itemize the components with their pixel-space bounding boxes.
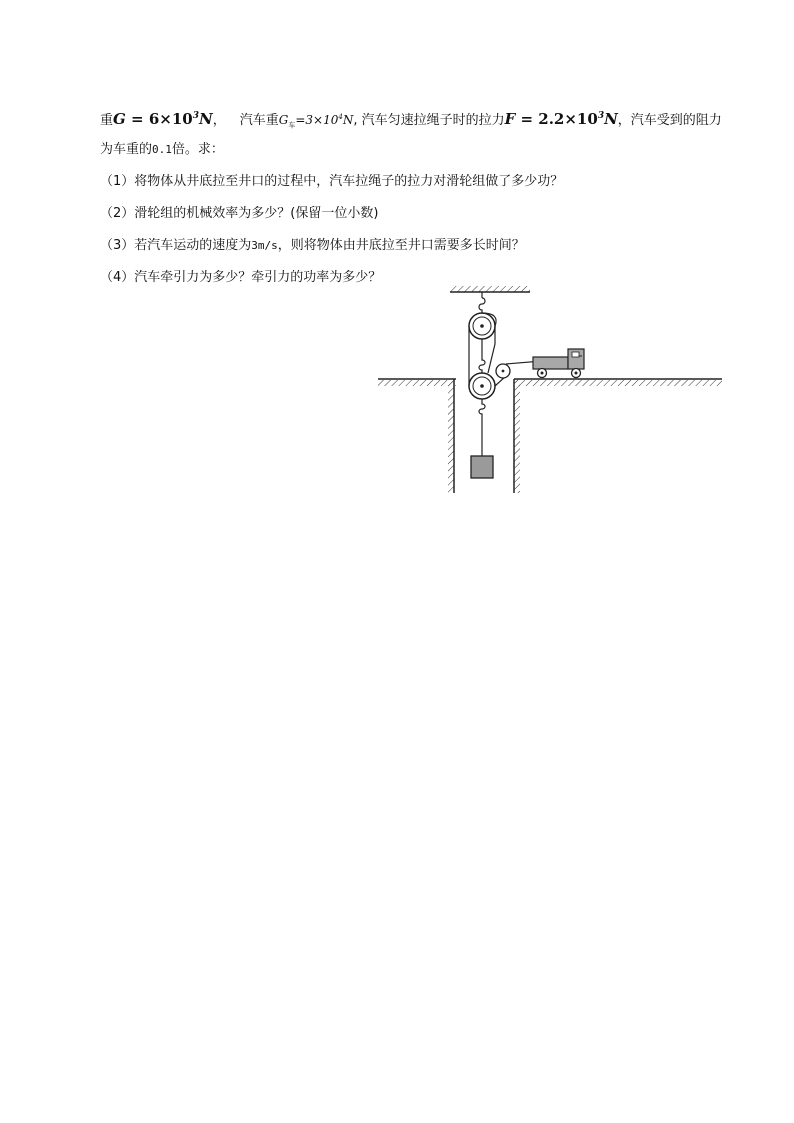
problem-resistance-line: 为车重的0.1倍。求： [100,142,224,157]
question-3: （3）若汽车运动的速度为3m/s，则将物体由井底拉至井口需要多长时间？ [100,238,525,253]
text-car-weight-label: 汽车重 [239,113,279,128]
text-resistance-label: ，汽车受到的阻力 [617,113,722,128]
question-4: （4）汽车牵引力为多少？牵引力的功率为多少？ [100,270,382,285]
middle-hook-icon [479,339,485,373]
upper-hook-icon [479,292,485,314]
lower-hook-icon [479,399,485,418]
truck-icon [533,349,584,378]
question-2: （2）滑轮组的机械效率为多少？(保留一位小数) [100,206,379,221]
pulley-well-diagram [370,280,730,500]
fixed-pulley [469,313,495,339]
formula-car-weight: $G_车=3\times 10^4N$ [278,113,354,130]
ground-left [378,379,456,386]
text-weight-label: 重 [100,113,114,128]
resistance-ratio-value: 0.1 [152,143,172,156]
guide-pulley [496,364,510,378]
text-pull-force-label: , 汽车匀速拉绳子时的拉力 [353,113,505,128]
formula-pull-force: $F = 2.2\times 10^3N$ [504,110,618,128]
question-1: （1）将物体从井底拉至井口的过程中，汽车拉绳子的拉力对滑轮组做了多少功？ [100,174,564,189]
well-left-wall [448,379,454,493]
car-speed-value: 3m/s [251,239,278,252]
formula-object-weight: $G = 6\times 10^3N$ [113,110,213,128]
movable-pulley [469,373,495,399]
well-right-wall [514,379,520,493]
text-separator: ， [212,113,226,128]
problem-given-line [100,106,722,135]
ground-right [514,379,722,386]
load-block [471,456,493,478]
ceiling-mount [450,286,530,292]
